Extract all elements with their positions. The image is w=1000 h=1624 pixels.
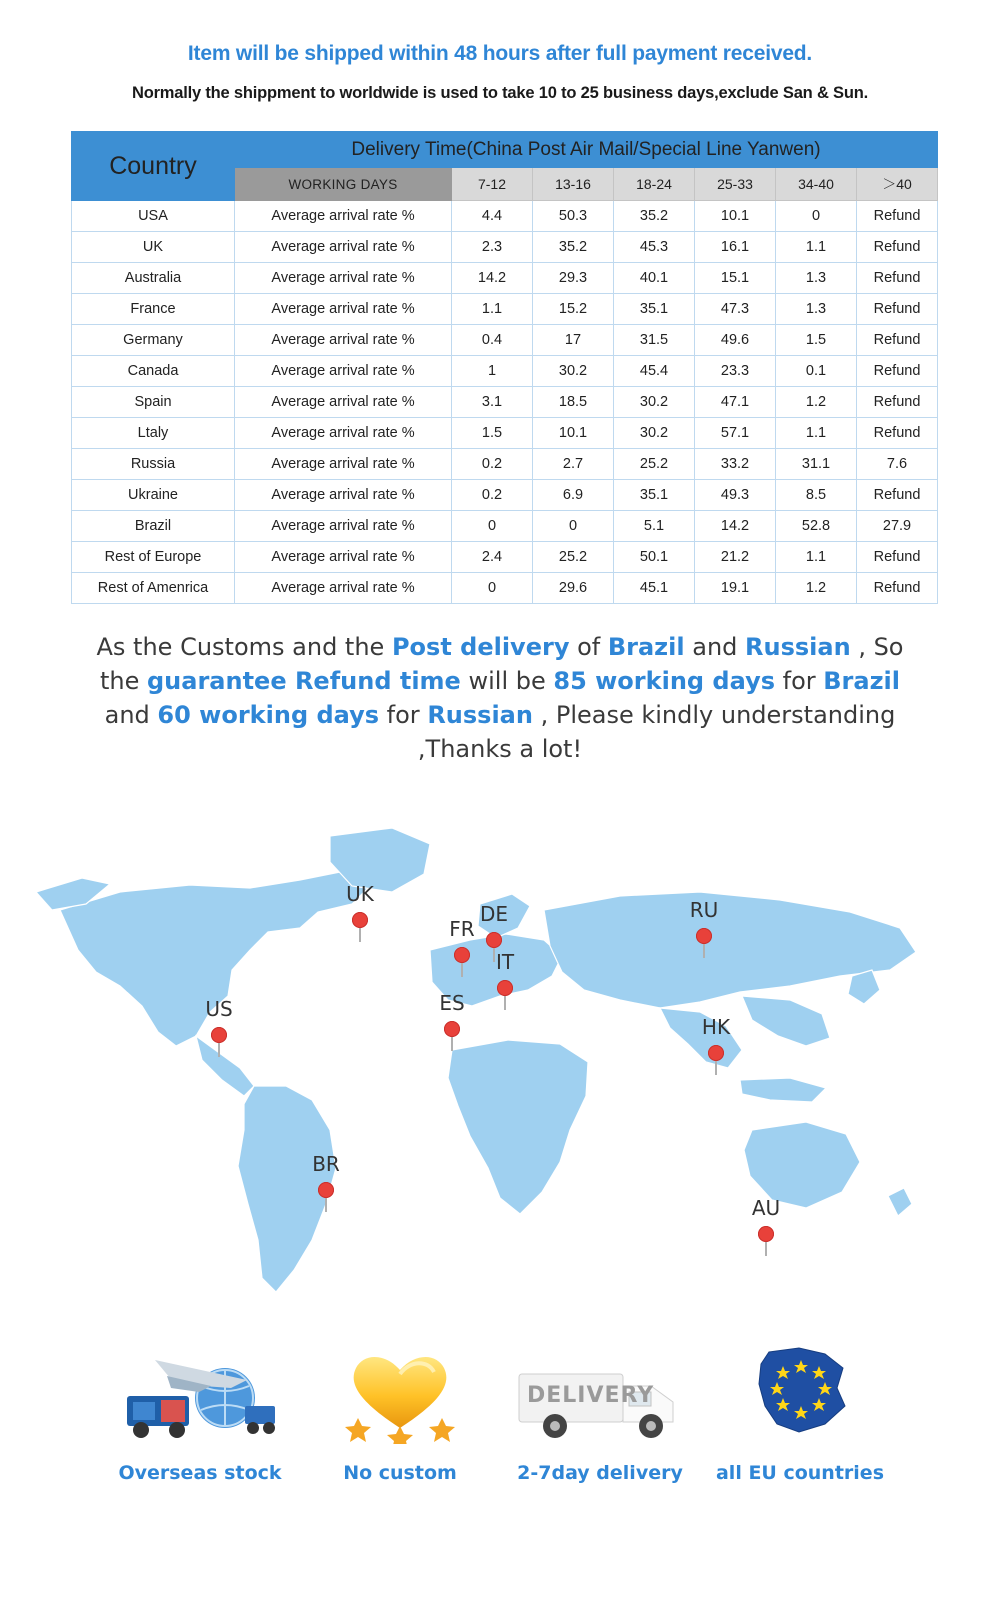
cell-value: 30.2 xyxy=(533,356,614,387)
cell-value: 15.1 xyxy=(695,263,776,294)
page-subtitle: Normally the shippment to worldwide is used to take 10 to 25 business days,exclude San & Sun. xyxy=(131,84,868,102)
cell-value: 21.2 xyxy=(695,542,776,573)
column-header-range-4: 34-40 xyxy=(776,168,857,201)
cell-value: Refund xyxy=(857,201,938,232)
map-pin-label: DE xyxy=(479,902,509,926)
map-pin-stem xyxy=(504,994,506,1010)
cell-value: 27.9 xyxy=(857,511,938,542)
cell-value: 7.6 xyxy=(857,449,938,480)
note-text: and xyxy=(684,633,746,661)
table-row xyxy=(72,201,938,232)
cell-rate-label: Average arrival rate % xyxy=(235,449,452,480)
cell-rate-label: Average arrival rate % xyxy=(235,263,452,294)
badge-delivery-speed xyxy=(500,1336,700,1484)
cell-value: 1.2 xyxy=(776,573,857,604)
cell-country: Ltaly xyxy=(72,418,235,449)
cell-value: 0.1 xyxy=(776,356,857,387)
cell-value: 52.8 xyxy=(776,511,857,542)
map-pin-stem xyxy=(325,1196,327,1212)
cell-rate-label: Average arrival rate % xyxy=(235,480,452,511)
table-row xyxy=(72,573,938,604)
cell-value: 35.1 xyxy=(614,294,695,325)
cell-value: 2.3 xyxy=(452,232,533,263)
svg-text:DELIVERY: DELIVERY xyxy=(527,1383,655,1409)
note-highlight: Brazil xyxy=(607,633,685,661)
table-row xyxy=(72,356,938,387)
cell-value: 33.2 xyxy=(695,449,776,480)
cell-value: 30.2 xyxy=(614,387,695,418)
cell-rate-label: Average arrival rate % xyxy=(235,573,452,604)
cell-value: 17 xyxy=(533,325,614,356)
cell-value: 45.4 xyxy=(614,356,695,387)
map-pin-dot xyxy=(486,932,502,948)
cell-value: Refund xyxy=(857,232,938,263)
cell-value: 0 xyxy=(452,573,533,604)
cell-value: 14.2 xyxy=(452,263,533,294)
cell-rate-label: Average arrival rate % xyxy=(235,542,452,573)
cell-value: 5.1 xyxy=(614,511,695,542)
cell-value: 25.2 xyxy=(614,449,695,480)
cell-rate-label: Average arrival rate % xyxy=(235,387,452,418)
badge-eu-countries xyxy=(700,1336,900,1484)
cell-value: 31.5 xyxy=(614,325,695,356)
cell-country: USA xyxy=(72,201,235,232)
cell-country: Russia xyxy=(72,449,235,480)
table-row xyxy=(72,294,938,325)
column-header-country: Country xyxy=(72,132,235,201)
cell-value: 47.3 xyxy=(695,294,776,325)
column-header-range-3: 25-33 xyxy=(695,168,776,201)
note-text: will be xyxy=(460,667,554,696)
cell-value: Refund xyxy=(857,542,938,573)
cell-value: 47.1 xyxy=(695,387,776,418)
plane-truck-globe-icon xyxy=(100,1336,300,1444)
map-pin-dot xyxy=(444,1021,460,1037)
map-pin-label: FR xyxy=(449,917,475,941)
note-highlight: Russian xyxy=(427,701,533,730)
cell-value: 14.2 xyxy=(695,511,776,542)
cell-value: 10.1 xyxy=(695,201,776,232)
table-head xyxy=(72,132,938,201)
table-row xyxy=(72,232,938,263)
map-pin-dot xyxy=(758,1226,774,1242)
cell-value: 1.2 xyxy=(776,387,857,418)
map-pin-label: HK xyxy=(701,1015,731,1039)
cell-value: 0.2 xyxy=(452,449,533,480)
map-pin-label: IT xyxy=(495,950,515,974)
cell-value: 50.1 xyxy=(614,542,695,573)
cell-rate-label: Average arrival rate % xyxy=(235,232,452,263)
table-row xyxy=(72,325,938,356)
cell-value: 0 xyxy=(452,511,533,542)
cell-value: 1.3 xyxy=(776,294,857,325)
note-text: and xyxy=(104,701,158,730)
table-row xyxy=(72,449,938,480)
badge-label: No custom xyxy=(343,1462,457,1485)
cell-value: 25.2 xyxy=(533,542,614,573)
cell-value: 35.2 xyxy=(533,232,614,263)
table-row xyxy=(72,542,938,573)
badge-overseas-stock xyxy=(100,1336,300,1484)
map-pin-label: RU xyxy=(689,898,719,922)
note-text: , So the xyxy=(99,633,904,696)
cell-value: Refund xyxy=(857,294,938,325)
column-header-range-1: 13-16 xyxy=(533,168,614,201)
map-pin-dot xyxy=(318,1182,334,1198)
cell-value: 10.1 xyxy=(533,418,614,449)
note-text: for xyxy=(379,701,428,730)
delivery-time-table xyxy=(71,131,938,604)
note-text: , Please kindly understanding ,Thanks a lot! xyxy=(417,701,896,764)
map-pin-stem xyxy=(703,942,705,958)
map-pin-stem xyxy=(451,1035,453,1051)
eu-map-stars-icon xyxy=(700,1336,900,1444)
cell-value: 29.3 xyxy=(533,263,614,294)
map-pin-stem xyxy=(359,926,361,942)
table-header-row-1 xyxy=(72,132,938,168)
cell-value: 0.2 xyxy=(452,480,533,511)
cell-country: Australia xyxy=(72,263,235,294)
cell-rate-label: Average arrival rate % xyxy=(235,294,452,325)
cell-value: 45.1 xyxy=(614,573,695,604)
cell-value: 50.3 xyxy=(533,201,614,232)
cell-value: Refund xyxy=(857,387,938,418)
cell-value: 1.3 xyxy=(776,263,857,294)
feature-badges xyxy=(0,1336,1000,1484)
map-pin-dot xyxy=(708,1045,724,1061)
cell-value: 57.1 xyxy=(695,418,776,449)
cell-value: 18.5 xyxy=(533,387,614,418)
cell-value: Refund xyxy=(857,263,938,294)
cell-value: 30.2 xyxy=(614,418,695,449)
map-pin-stem xyxy=(461,961,463,977)
cell-value: Refund xyxy=(857,480,938,511)
badge-label: all EU countries xyxy=(715,1462,884,1485)
note-text: for xyxy=(775,667,824,696)
cell-rate-label: Average arrival rate % xyxy=(235,201,452,232)
cell-value: 16.1 xyxy=(695,232,776,263)
note-highlight: 60 working days xyxy=(157,701,380,730)
column-header-range-5: ＞40 xyxy=(857,168,938,201)
map-pin-label: UK xyxy=(346,882,374,906)
column-header-delivery-time: Delivery Time(China Post Air Mail/Special Line Yanwen) xyxy=(235,132,938,168)
map-pin-stem xyxy=(715,1059,717,1075)
cell-value: 15.2 xyxy=(533,294,614,325)
cell-country: UK xyxy=(72,232,235,263)
table-row xyxy=(72,418,938,449)
world-map xyxy=(0,800,1000,1330)
table-body xyxy=(72,201,938,604)
map-pin-dot xyxy=(497,980,513,996)
cell-value: 1.1 xyxy=(776,418,857,449)
map-pin-dot xyxy=(211,1027,227,1043)
cell-value: 49.6 xyxy=(695,325,776,356)
cell-value: 2.7 xyxy=(533,449,614,480)
map-pin-label: AU xyxy=(751,1196,781,1220)
table-row xyxy=(72,480,938,511)
cell-country: France xyxy=(72,294,235,325)
cell-rate-label: Average arrival rate % xyxy=(235,418,452,449)
cell-country: Canada xyxy=(72,356,235,387)
table-row xyxy=(72,263,938,294)
world-map-graphic xyxy=(0,800,1000,1330)
map-pin-stem xyxy=(765,1240,767,1256)
note-highlight: Russian xyxy=(745,633,851,661)
cell-value: 35.2 xyxy=(614,201,695,232)
delivery-truck-icon xyxy=(500,1336,700,1444)
note-highlight: Post delivery xyxy=(391,633,570,661)
table-row xyxy=(72,387,938,418)
column-header-range-0: 7-12 xyxy=(452,168,533,201)
map-pin-stem xyxy=(493,946,495,962)
cell-value: Refund xyxy=(857,325,938,356)
cell-value: 0 xyxy=(776,201,857,232)
cell-value: 45.3 xyxy=(614,232,695,263)
cell-value: 4.4 xyxy=(452,201,533,232)
column-header-range-2: 18-24 xyxy=(614,168,695,201)
cell-value: 0 xyxy=(533,511,614,542)
cell-value: 8.5 xyxy=(776,480,857,511)
badge-no-custom xyxy=(300,1336,500,1484)
cell-value: 31.1 xyxy=(776,449,857,480)
map-pin-dot xyxy=(352,912,368,928)
cell-value: 2.4 xyxy=(452,542,533,573)
cell-value: 40.1 xyxy=(614,263,695,294)
refund-note xyxy=(80,630,920,766)
page-title: Item will be shipped within 48 hours after full payment received. xyxy=(187,42,813,65)
cell-value: Refund xyxy=(857,356,938,387)
cell-value: 1.1 xyxy=(776,542,857,573)
cell-country: Spain xyxy=(72,387,235,418)
badge-label: Overseas stock xyxy=(118,1462,282,1485)
cell-country: Rest of Europe xyxy=(72,542,235,573)
badge-label: 2-7day delivery xyxy=(517,1462,683,1485)
map-pin-dot xyxy=(696,928,712,944)
note-text: of xyxy=(569,633,608,661)
delivery-time-table-wrapper xyxy=(71,131,929,604)
cell-value: 35.1 xyxy=(614,480,695,511)
cell-value: 1.5 xyxy=(452,418,533,449)
map-pin-label: US xyxy=(205,997,233,1021)
cell-value: 1 xyxy=(452,356,533,387)
cell-value: 19.1 xyxy=(695,573,776,604)
cell-rate-label: Average arrival rate % xyxy=(235,325,452,356)
cell-country: Rest of Amenrica xyxy=(72,573,235,604)
cell-rate-label: Average arrival rate % xyxy=(235,356,452,387)
gold-heart-stars-icon xyxy=(300,1336,500,1444)
map-pin-stem xyxy=(218,1041,220,1057)
cell-value: 49.3 xyxy=(695,480,776,511)
column-header-working-days: WORKING DAYS xyxy=(235,168,452,201)
note-highlight: Brazil xyxy=(823,667,901,696)
cell-value: 6.9 xyxy=(533,480,614,511)
cell-country: Ukraine xyxy=(72,480,235,511)
note-highlight: guarantee Refund time xyxy=(146,667,461,696)
table-row xyxy=(72,511,938,542)
cell-value: Refund xyxy=(857,418,938,449)
cell-rate-label: Average arrival rate % xyxy=(235,511,452,542)
cell-value: 0.4 xyxy=(452,325,533,356)
note-highlight: 85 working days xyxy=(553,667,775,696)
cell-value: 1.1 xyxy=(452,294,533,325)
cell-value: Refund xyxy=(857,573,938,604)
cell-value: 1.1 xyxy=(776,232,857,263)
map-pin-dot xyxy=(454,947,470,963)
cell-country: Brazil xyxy=(72,511,235,542)
cell-value: 1.5 xyxy=(776,325,857,356)
cell-country: Germany xyxy=(72,325,235,356)
cell-value: 23.3 xyxy=(695,356,776,387)
map-pin-label: ES xyxy=(439,991,465,1015)
map-pin-label: BR xyxy=(312,1152,340,1176)
note-text: As the Customs and the xyxy=(96,633,392,661)
cell-value: 3.1 xyxy=(452,387,533,418)
cell-value: 29.6 xyxy=(533,573,614,604)
